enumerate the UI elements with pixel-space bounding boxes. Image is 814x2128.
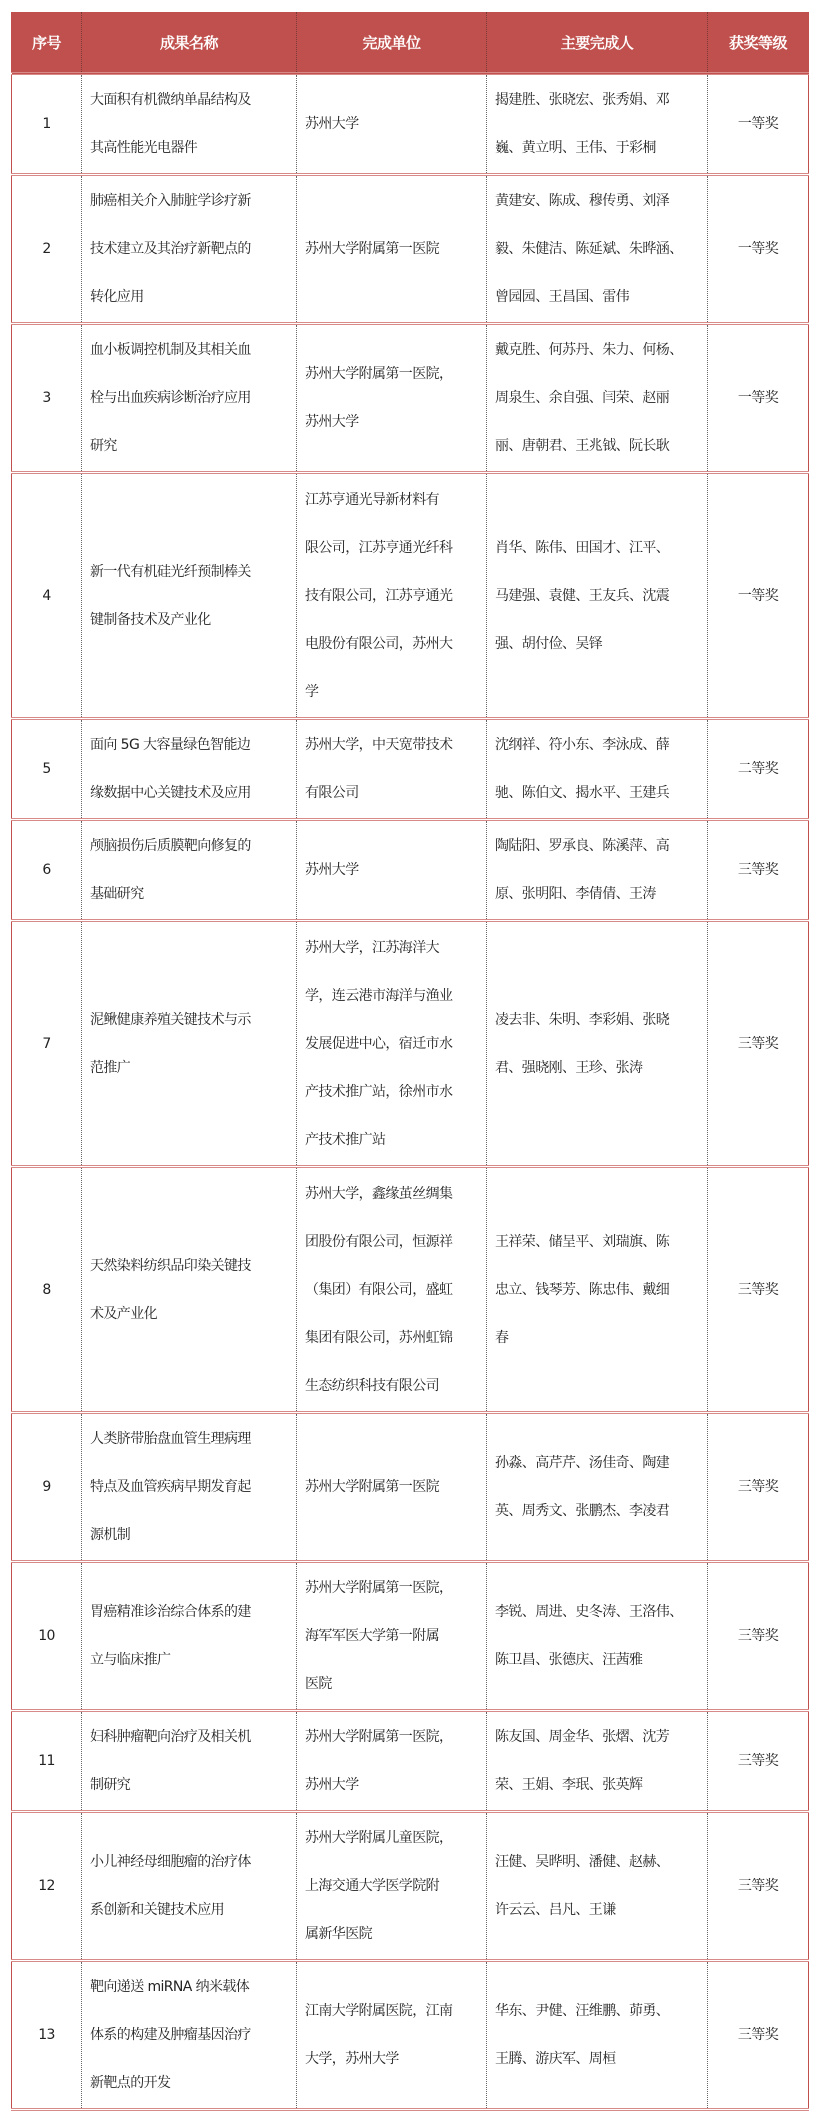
cell-unit-line: 苏州大学附属第一医院 (305, 1479, 439, 1495)
cell-title (82, 324, 297, 473)
cell-unit (297, 921, 487, 1167)
header-title: 成果名称 (82, 12, 297, 74)
cell-people-line: 驰、陈伯文、揭水平、王建兵 (495, 785, 670, 801)
cell-index: 5 (12, 719, 82, 820)
cell-unit (297, 1562, 487, 1711)
cell-unit-line: 海军军医大学第一附属 (305, 1628, 439, 1644)
cell-title-line: 新一代有机硅光纤预制棒关 (90, 563, 251, 580)
cell-people-line: 强、胡付俭、吴铎 (495, 635, 603, 652)
cell-people-line: 沈纲祥、符小东、李泳成、薛 (495, 737, 670, 753)
cell-people (487, 719, 708, 820)
table-row (12, 820, 809, 921)
cell-index: 3 (12, 324, 82, 473)
cell-title (82, 1812, 297, 1961)
cell-title-line: 其高性能光电器件 (90, 140, 198, 156)
cell-title-line: 妇科肿瘤靶向治疗及相关机 (90, 1729, 251, 1745)
cell-unit (297, 1812, 487, 1961)
cell-people-line: 王腾、游庆军、周桓 (495, 2051, 616, 2067)
table-row (12, 1562, 809, 1711)
cell-title-line: 体系的构建及肿瘤基因治疗 (90, 2027, 251, 2043)
cell-people-line: 荣、王娟、李珉、张英辉 (495, 1777, 643, 1793)
cell-people-line: 原、张明阳、李倩倩、王涛 (495, 886, 656, 902)
cell-title (82, 719, 297, 820)
cell-people-line: 英、周秀文、张鹏杰、李凌君 (495, 1503, 670, 1519)
cell-title-line: 特点及血管疾病早期发育起 (90, 1479, 251, 1495)
table-row (12, 175, 809, 324)
cell-unit-line: 产技术推广站，徐州市水 (305, 1083, 453, 1100)
cell-unit-line: 江苏亨通光导新材料有 (305, 491, 439, 508)
cell-people (487, 1562, 708, 1711)
cell-title (82, 1711, 297, 1812)
cell-title-line: 转化应用 (90, 289, 144, 305)
cell-people-line: 毅、朱健洁、陈延斌、朱晔涵、 (495, 241, 683, 257)
cell-unit-line: 苏州大学附属第一医院， (305, 1729, 453, 1745)
cell-title-line: 小儿神经母细胞瘤的治疗体 (90, 1854, 251, 1870)
cell-unit-line: 团股份有限公司，恒源祥 (305, 1233, 453, 1250)
cell-level: 三等奖 (708, 921, 809, 1167)
cell-unit-line: 集团有限公司，苏州虹锦 (305, 1329, 453, 1346)
cell-people (487, 921, 708, 1167)
cell-people-line: 陈友国、周金华、张熠、沈芳 (495, 1729, 670, 1745)
awards-table (11, 12, 809, 2111)
cell-people-line: 凌去非、朱明、李彩娟、张晓 (495, 1011, 670, 1028)
cell-title-line: 胃癌精准诊治综合体系的建 (90, 1604, 251, 1620)
cell-unit-line: 电股份有限公司，苏州大 (305, 635, 453, 652)
cell-unit-line: 限公司，江苏亨通光纤科 (305, 539, 453, 556)
cell-unit-line: （集团）有限公司，盛虹 (305, 1281, 453, 1298)
cell-title-line: 术及产业化 (90, 1305, 157, 1322)
cell-unit-line: 苏州大学 (305, 862, 359, 878)
cell-people-line: 陶陆阳、罗承良、陈溪萍、高 (495, 838, 670, 854)
cell-people-line: 陈卫昌、张德庆、汪茜雅 (495, 1652, 643, 1668)
cell-unit-line: 发展促进中心，宿迁市水 (305, 1035, 453, 1052)
cell-unit-line: 大学，苏州大学 (305, 2051, 399, 2067)
cell-index: 6 (12, 820, 82, 921)
cell-title-line: 范推广 (90, 1059, 131, 1076)
cell-level: 一等奖 (708, 473, 809, 719)
cell-title-line: 新靶点的开发 (90, 2075, 171, 2091)
cell-title (82, 473, 297, 719)
cell-people (487, 1812, 708, 1961)
cell-title (82, 820, 297, 921)
cell-unit-line: 技有限公司，江苏亨通光 (305, 587, 453, 604)
cell-unit-line: 有限公司 (305, 785, 359, 801)
cell-unit-line: 苏州大学附属第一医院， (305, 1580, 453, 1596)
table-row (12, 921, 809, 1167)
cell-unit-line: 苏州大学附属儿童医院， (305, 1830, 453, 1846)
cell-people-line: 华东、尹健、汪维鹏、茆勇、 (495, 2003, 670, 2019)
table-row (12, 74, 809, 175)
cell-title-line: 天然染料纺织品印染关键技 (90, 1257, 251, 1274)
cell-title-line: 人类脐带胎盘血管生理病理 (90, 1431, 251, 1447)
header-level: 获奖等级 (708, 12, 809, 74)
cell-people (487, 1961, 708, 2110)
cell-unit-line: 学，连云港市海洋与渔业 (305, 987, 453, 1004)
cell-title-line: 大面积有机微纳单晶结构及 (90, 92, 251, 108)
cell-people (487, 1413, 708, 1562)
header-index: 序号 (12, 12, 82, 74)
cell-title-line: 颅脑损伤后质膜靶向修复的 (90, 838, 251, 854)
cell-index: 4 (12, 473, 82, 719)
table-body (12, 74, 809, 2110)
cell-unit (297, 1711, 487, 1812)
table-row (12, 473, 809, 719)
cell-people-line: 巍、黄立明、王伟、于彩桐 (495, 140, 656, 156)
cell-level: 三等奖 (708, 1562, 809, 1711)
cell-unit-line: 苏州大学，鑫缘茧丝绸集 (305, 1185, 453, 1202)
cell-people (487, 175, 708, 324)
cell-level: 三等奖 (708, 1413, 809, 1562)
cell-people-line: 周泉生、余自强、闫荣、赵丽 (495, 390, 670, 406)
cell-unit-line: 苏州大学附属第一医院， (305, 366, 453, 382)
cell-unit-line: 苏州大学 (305, 116, 359, 132)
cell-people-line: 丽、唐朝君、王兆钺、阮长耿 (495, 438, 670, 454)
table-row (12, 719, 809, 820)
cell-unit-line: 产技术推广站 (305, 1131, 386, 1148)
cell-title (82, 1961, 297, 2110)
cell-level: 一等奖 (708, 175, 809, 324)
cell-people-line: 肖华、陈伟、田国才、江平、 (495, 539, 670, 556)
cell-title-line: 面向 5G 大容量绿色智能边 (90, 737, 251, 753)
cell-title-line: 键制备技术及产业化 (90, 611, 211, 628)
cell-title (82, 921, 297, 1167)
cell-people (487, 1167, 708, 1413)
cell-people (487, 820, 708, 921)
cell-title-line: 立与临床推广 (90, 1652, 171, 1668)
cell-unit (297, 324, 487, 473)
cell-unit-line: 苏州大学，中天宽带技术 (305, 737, 453, 753)
table-row (12, 1961, 809, 2110)
cell-unit-line: 苏州大学 (305, 414, 359, 430)
cell-unit (297, 820, 487, 921)
cell-people (487, 74, 708, 175)
cell-title-line: 泥鳅健康养殖关键技术与示 (90, 1011, 251, 1028)
cell-title-line: 肺癌相关介入肺脏学诊疗新 (90, 193, 251, 209)
table-row (12, 1413, 809, 1562)
cell-people-line: 春 (495, 1329, 509, 1346)
table-row (12, 1812, 809, 1961)
cell-unit-line: 学 (305, 683, 319, 700)
cell-level: 三等奖 (708, 1167, 809, 1413)
cell-index: 11 (12, 1711, 82, 1812)
cell-title (82, 175, 297, 324)
cell-index: 13 (12, 1961, 82, 2110)
table-row (12, 1167, 809, 1413)
cell-unit (297, 1167, 487, 1413)
cell-unit (297, 74, 487, 175)
cell-title (82, 1413, 297, 1562)
cell-unit-line: 属新华医院 (305, 1926, 372, 1942)
cell-title-line: 研究 (90, 438, 117, 454)
cell-title (82, 74, 297, 175)
cell-title-line: 血小板调控机制及其相关血 (90, 342, 251, 358)
cell-unit (297, 1961, 487, 2110)
cell-index: 2 (12, 175, 82, 324)
cell-unit-line: 江南大学附属医院，江南 (305, 2003, 453, 2019)
cell-people (487, 1711, 708, 1812)
cell-unit-line: 苏州大学 (305, 1777, 359, 1793)
cell-level: 一等奖 (708, 324, 809, 473)
cell-level: 三等奖 (708, 1812, 809, 1961)
cell-title-line: 系创新和关键技术应用 (90, 1902, 224, 1918)
cell-unit-line: 苏州大学，江苏海洋大 (305, 939, 439, 956)
cell-people-line: 汪健、吴晔明、潘健、赵赫、 (495, 1854, 670, 1870)
header-people: 主要完成人 (487, 12, 708, 74)
cell-index: 7 (12, 921, 82, 1167)
cell-unit (297, 473, 487, 719)
cell-people-line: 君、强晓刚、王珍、张涛 (495, 1059, 643, 1076)
cell-title-line: 源机制 (90, 1527, 131, 1543)
cell-index: 8 (12, 1167, 82, 1413)
cell-people-line: 戴克胜、何苏丹、朱力、何杨、 (495, 342, 683, 358)
cell-level: 二等奖 (708, 719, 809, 820)
cell-title-line: 栓与出血疾病诊断治疗应用 (90, 390, 251, 406)
cell-level: 三等奖 (708, 1711, 809, 1812)
cell-people (487, 324, 708, 473)
cell-index: 1 (12, 74, 82, 175)
cell-level: 三等奖 (708, 820, 809, 921)
cell-index: 10 (12, 1562, 82, 1711)
table-row (12, 324, 809, 473)
cell-people-line: 许云云、吕凡、王谦 (495, 1902, 616, 1918)
cell-unit-line: 生态纺织科技有限公司 (305, 1377, 439, 1394)
cell-people-line: 忠立、钱琴芳、陈忠伟、戴细 (495, 1281, 670, 1298)
cell-people-line: 孙淼、高芹芹、汤佳奇、陶建 (495, 1455, 670, 1471)
cell-title (82, 1562, 297, 1711)
cell-people-line: 揭建胜、张晓宏、张秀娟、邓 (495, 92, 670, 108)
cell-people-line: 曾园园、王昌国、雷伟 (495, 289, 629, 305)
cell-title-line: 靶向递送 miRNA 纳米载体 (90, 1979, 250, 1995)
cell-unit-line: 苏州大学附属第一医院 (305, 241, 439, 257)
cell-people-line: 黄建安、陈成、穆传勇、刘泽 (495, 193, 670, 209)
cell-people-line: 王祥荣、储呈平、刘瑞旗、陈 (495, 1233, 670, 1250)
cell-title-line: 基础研究 (90, 886, 144, 902)
cell-level: 三等奖 (708, 1961, 809, 2110)
cell-index: 12 (12, 1812, 82, 1961)
cell-unit (297, 1413, 487, 1562)
cell-unit (297, 719, 487, 820)
cell-unit-line: 医院 (305, 1676, 332, 1692)
cell-level: 一等奖 (708, 74, 809, 175)
cell-unit (297, 175, 487, 324)
cell-people-line: 马建强、袁健、王友兵、沈震 (495, 587, 670, 604)
table-row (12, 1711, 809, 1812)
cell-index: 9 (12, 1413, 82, 1562)
cell-people (487, 473, 708, 719)
cell-title-line: 缘数据中心关键技术及应用 (90, 785, 251, 801)
cell-title-line: 制研究 (90, 1777, 131, 1793)
cell-title (82, 1167, 297, 1413)
cell-unit-line: 上海交通大学医学院附 (305, 1878, 439, 1894)
header-unit: 完成单位 (297, 12, 487, 74)
cell-people-line: 李锐、周进、史冬涛、王洛伟、 (495, 1604, 683, 1620)
cell-title-line: 技术建立及其治疗新靶点的 (90, 241, 251, 257)
table-header-row (12, 12, 809, 74)
